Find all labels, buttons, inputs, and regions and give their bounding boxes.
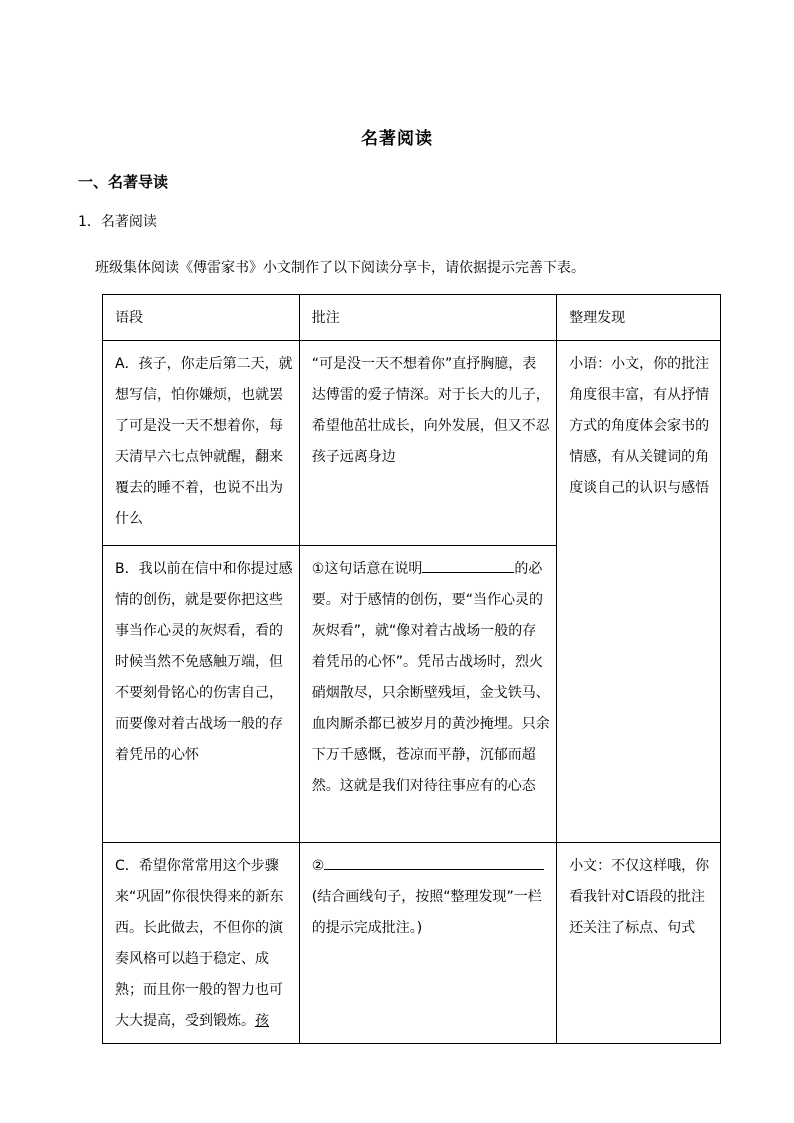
passage-c-text: C．希望你常常用这个步骤来“巩固”你很快得来的新东西。长此做去，不但你的演奏风格可以趋于稳定、成熟；而且你一般的智力也可大大提高，受到锻炼。 <box>115 858 284 1029</box>
finding-ab: 小语：小文，你的批注角度很丰富，有从抒情方式的角度体会家书的情感，有从关键词的角度谈自己的认识与感悟 <box>557 341 721 843</box>
annotation-b-prefix: ①这句话意在说明 <box>311 561 423 577</box>
reading-share-table <box>102 294 721 1044</box>
passage-a: A．孩子，你走后第二天，就想写信，怕你嫌烦，也就罢了可是没一天不想着你，每天清早六七点钟就醒，翻来覆去的睡不着，也说不出为什么 <box>103 341 300 546</box>
header-finding: 整理发现 <box>557 295 721 341</box>
annotation-b-suffix: 的必要。对于感情的创伤，要“当作心灵的灰烬看”，就“像对着古战场一般的存着凭吊的心怀”。凭吊古战场时，烈火硝烟散尽，只余断壁残垣，金戈铁马、血肉厮杀都已被岁月的黄沙掩埋。只余下万千感慨，苍凉而平静，沉郁而超然。这就是我们对待往事应有的心态 <box>311 561 550 794</box>
header-passage: 语段 <box>103 295 300 341</box>
passage-b: B．我以前在信中和你提过感情的创伤，就是要你把这些事当作心灵的灰烬看，看的时候当然不免感触万端，但不要刻骨铭心的伤害自己，而要像对着古战场一般的存着凭吊的心怀 <box>103 546 300 843</box>
answer-blank-1[interactable] <box>422 558 514 573</box>
table-row <box>103 843 721 1044</box>
table-header-row <box>103 295 721 341</box>
question-number: 1．名著阅读 <box>78 214 157 230</box>
annotation-a: “可是没一天不想着你”直抒胸臆，表达傅雷的爱子情深。对于长大的儿子，希望他茁壮成长，向外发展，但又不忍孩子远离身边 <box>299 341 556 546</box>
annotation-c-hint: (结合画线句子，按照“整理发现”一栏的提示完成批注。) <box>311 889 542 936</box>
passage-c <box>103 843 300 1044</box>
annotation-c <box>299 843 556 1044</box>
page-title: 名著阅读 <box>361 129 433 149</box>
annotation-b <box>299 546 556 843</box>
question-intro: 班级集体阅读《傅雷家书》小文制作了以下阅读分享卡，请依据提示完善下表。 <box>95 260 585 276</box>
finding-c: 小文：不仅这样哦，你看我针对C语段的批注还关注了标点、句式 <box>557 843 721 1044</box>
section-heading: 一、名著导读 <box>78 173 169 191</box>
header-annotation: 批注 <box>299 295 556 341</box>
answer-blank-2[interactable] <box>324 855 544 870</box>
annotation-c-prefix: ② <box>311 858 325 874</box>
passage-c-underlined: 孩 <box>255 1013 269 1029</box>
table-row <box>103 341 721 546</box>
